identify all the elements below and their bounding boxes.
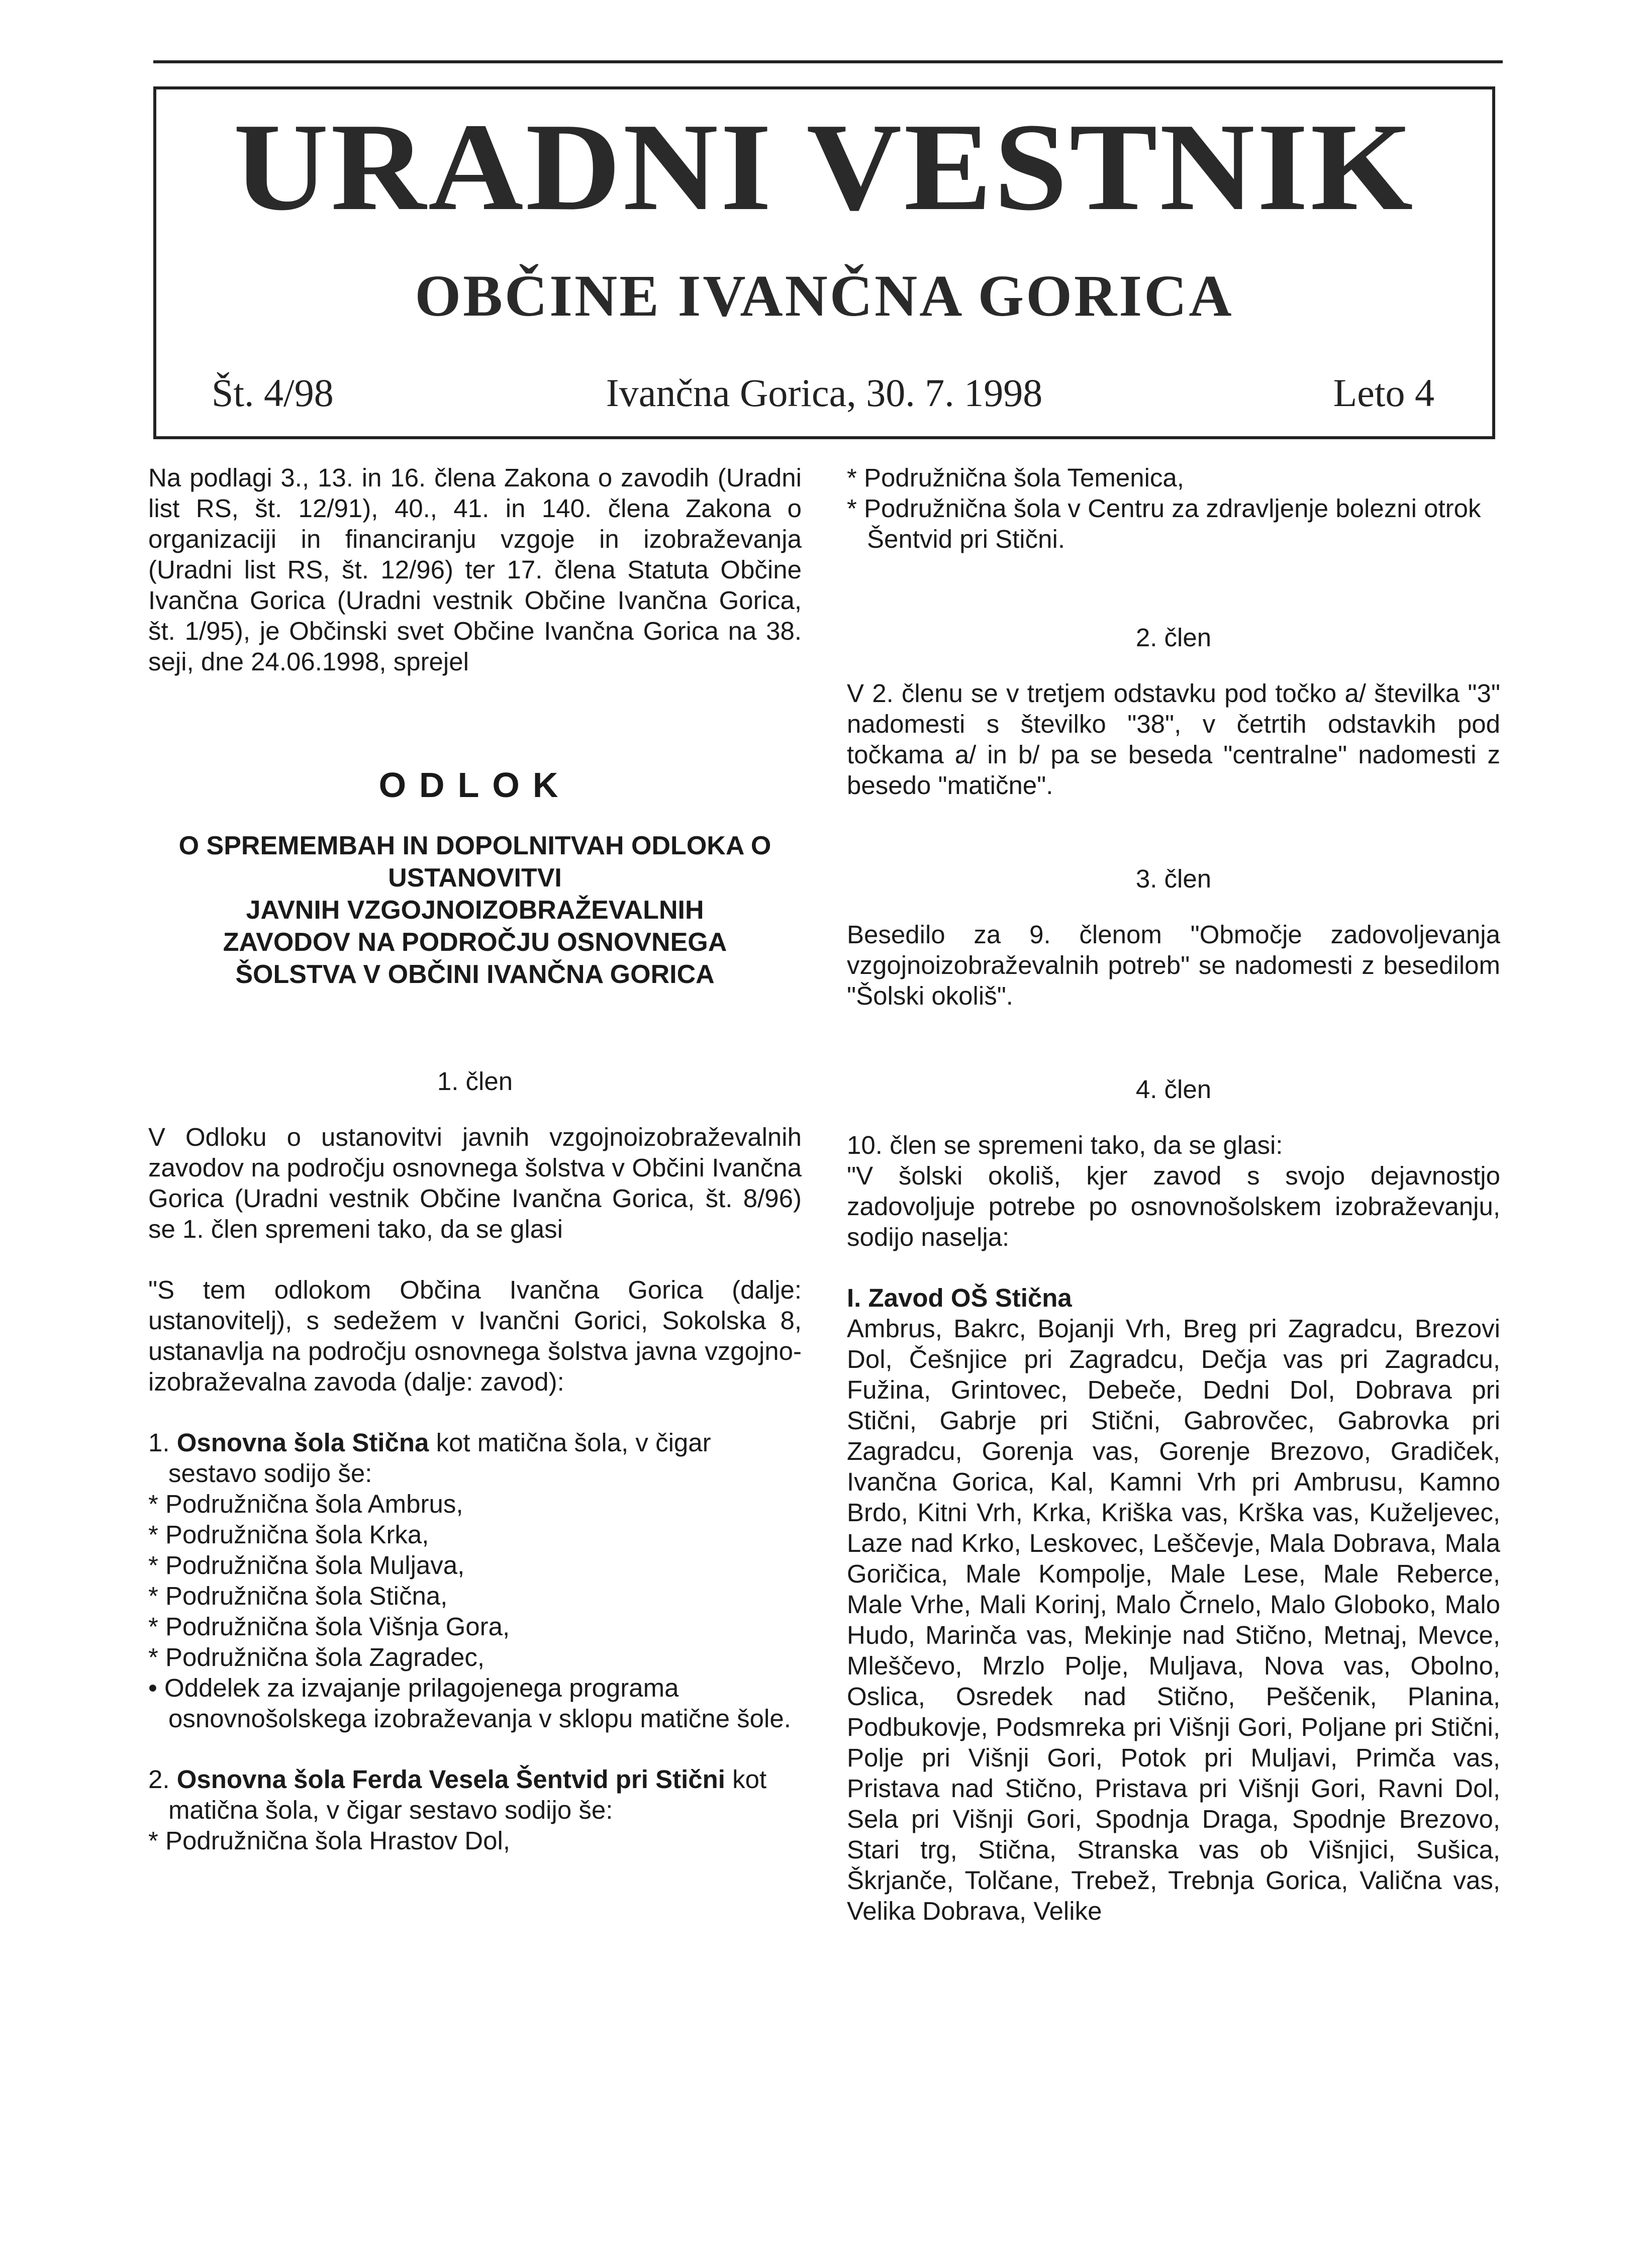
masthead [153, 86, 1495, 439]
settlements-list: Ambrus, Bakrc, Bojanji Vrh, Breg pri Zagradcu, Brezovi Dol, Češnjice pri Zagradcu, Dečja vas pri Zagradcu, Fužina, Grintovec, Debeče, Dedni Dol, Dobrava pri Stični, Gabrje pri Stični, Gabrovčec, Gabrovka pri Zagradcu, Gorenja vas, Gorenje Brezovo, Gradiček, Ivančna Gorica, Kal, Kamni Vrh pri Ambrusu, Kamno Brdo, Kitni Vrh, Krka, Kriška vas, Krška vas, Kuželjevec, Laze nad Krko, Leskovec, Leščevje, Mala Dobrava, Mala Goričica, Male Kompolje, Male Lese, Male Reberce, Male Vrhe, Mali Korinj, Malo Črnelo, Malo Globoko, Malo Hudo, Marinča vas, Mekinje nad Stično, Metnaj, Mevce, Mleščevo, Mrzlo Polje, Muljava, Nova vas, Obolno, Oslica, Osredek nad Stično, Peščenik, Planina, Podbukovje, Podsmreka pri Višnji Gori, Poljane pri Stični, Polje pri Višnji Gori, Potok pri Muljavi, Primča vas, Pristava nad Stično, Pristava pri Višnji Gori, Ravni Dol, Sela pri Višnji Gori, Spodnja Draga, Spodnje Brezovo, Stari trg, Stična, Stranska vas ob Višnjici, Sušica, Škrjanče, Tolčane, Trebež, Trebnja Gorica, Valična vas, Velika Dobrava, Velike [847, 1314, 1500, 1925]
school-2-heading [148, 1764, 802, 1825]
article-1-quote: "S tem odlokom Občina Ivančna Gorica (dalje: ustanovitelj), s sedežem v Ivančni Gorici, Sokolska 8, ustanavlja na področju osnovnega šolstva javna vzgojno-izobraževalna zavoda (dalje: zavod): [148, 1275, 802, 1396]
school-1-heading [148, 1427, 802, 1489]
top-rule [153, 60, 1503, 63]
odlok-subtitle-1: O SPREMEMBAH IN DOPOLNITVAH ODLOKA O [178, 831, 771, 860]
article-1-text: V Odloku o ustanovitvi javnih vzgojnoizobraževalnih zavodov na področju osnovnega šolstva v Občini Ivančna Gorica (Uradni vestnik Občine Ivančna Gorica, št. 8/96) se 1. člen spremeni tako, da se glasi [148, 1123, 802, 1243]
odlok-subtitle-5: ŠOLSTVA V OBČINI IVANČNA GORICA [235, 960, 715, 989]
article-2-text: V 2. členu se v tretjem odstavku pod točko a/ številka "3" nadomesti s številko "38", v četrtih odstavkih pod točkama a/ in b/ pa se beseda "centralne" nadomesti z besedo "matične". [847, 679, 1500, 800]
list-item: * Podružnična šola Višnja Gora, [148, 1612, 510, 1641]
list-item: * Podružnična šola v Centru za zdravljenje bolezni otrok Šentvid pri Stični. [847, 494, 1481, 553]
list-item: • Oddelek za izvajanje prilagojenega programa osnovnošolskega izobraževanja v sklopu matične šole. [148, 1673, 791, 1733]
odlok-subtitle-3: JAVNIH VZGOJNOIZOBRAŽEVALNIH [246, 896, 704, 925]
article-3-heading: 3. člen [1135, 864, 1212, 893]
preamble: Na podlagi 3., 13. in 16. člena Zakona o zavodih (Uradni list RS, št. 12/91), 40., 41. in 140. člena Zakona o organizaciji in financiranju vzgoje in izobraževanja (Uradni list RS, št. 12/96) ter 17. člena Statuta Občine Ivančna Gorica (Uradni vestnik Občine Ivančna Gorica, št. 1/95), je Občinski svet Občine Ivančna Gorica na 38. seji, dne 24.06.1998, sprejel [148, 463, 802, 676]
zavod-title: I. Zavod OŠ Stična [847, 1284, 1072, 1312]
article-3-text: Besedilo za 9. členom "Območje zadovoljevanja vzgojnoizobraževalnih potreb" se nadomesti z besedilom "Šolski okoliš". [847, 920, 1500, 1010]
publication-title: URADNI VESTNIK [233, 97, 1415, 237]
publication-subtitle: OBČINE IVANČNA GORICA [415, 263, 1234, 329]
list-item: * Podružnična šola Hrastov Dol, [148, 1826, 511, 1855]
odlok-subtitle-2: USTANOVITVI [388, 863, 562, 893]
school-1-name: Osnovna šola Stična [176, 1428, 429, 1457]
article-4-text: "V šolski okoliš, kjer zavod s svojo dejavnostjo zadovoljuje potrebe po osnovnošolskem izobraževanju, sodijo naselja: [847, 1161, 1500, 1251]
article-4-intro: 10. člen se spremeni tako, da se glasi: [847, 1131, 1283, 1159]
list-item: * Podružnična šola Temenica, [847, 463, 1184, 492]
school-2-list [148, 1825, 802, 1856]
school-2-rest: kot matična šola, v čigar sestavo sodijo še: [168, 1765, 767, 1824]
list-item: * Podružnična šola Stična, [148, 1582, 448, 1610]
school-1-number: 1. [148, 1428, 170, 1457]
list-item: * Podružnična šola Ambrus, [148, 1490, 463, 1518]
odlok-subtitle-4: ZAVODOV NA PODROČJU OSNOVNEGA [223, 928, 727, 957]
article-4-heading: 4. člen [1135, 1075, 1212, 1104]
article-1-heading: 1. člen [437, 1067, 513, 1096]
list-item: * Podružnična šola Krka, [148, 1520, 429, 1549]
place-date: Ivančna Gorica, 30. 7. 1998 [606, 371, 1043, 415]
volume-year: Leto 4 [1333, 371, 1434, 415]
list-item: * Podružnična šola Zagradec, [148, 1643, 485, 1671]
school-1-list [148, 1489, 802, 1734]
school-2-number: 2. [148, 1765, 170, 1794]
article-2-heading: 2. člen [1135, 623, 1212, 652]
odlok-title: ODLOK [378, 765, 571, 805]
issue-number: Št. 4/98 [212, 371, 334, 415]
left-column [148, 462, 802, 1856]
list-item: * Podružnična šola Muljava, [148, 1551, 465, 1580]
school-1-rest: kot matična šola, v čigar sestavo sodijo še: [168, 1428, 711, 1488]
school-2-name: Osnovna šola Ferda Vesela Šentvid pri Stični [176, 1765, 725, 1794]
right-column [847, 462, 1500, 1926]
